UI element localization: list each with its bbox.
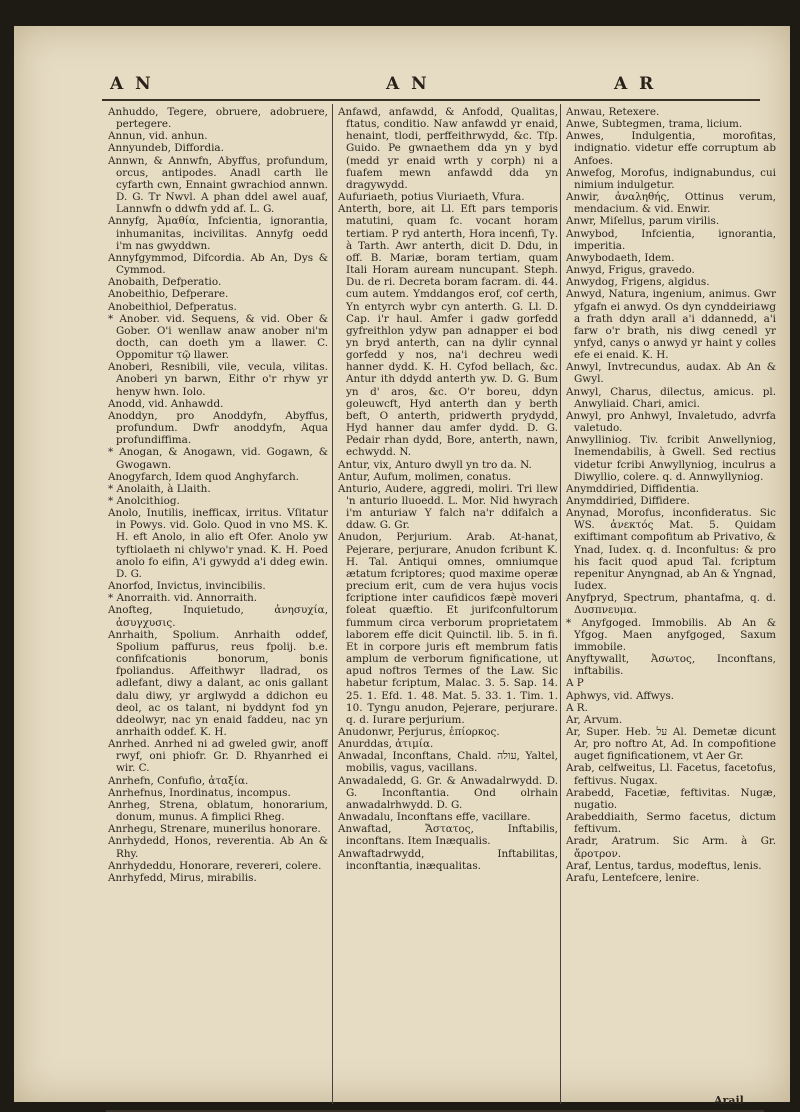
dictionary-entry: A R. [566, 701, 588, 714]
dictionary-entry: * Anogan, & Anogawn, vid. Gogawn, & Gwogawn. [108, 446, 328, 471]
dictionary-entry: * Anyfgoged. Immobilis. Ab An & Yfgog. Maen anyfgoged, Saxum immobile. [566, 616, 776, 653]
dictionary-entry: Anrhed. Anrhed ni ad gweled gwir, anoff rwyf, oni phiofr. Gr. D. Rhyanrhed ei wir. C. [108, 738, 328, 775]
column-divider [560, 104, 561, 1104]
dictionary-entry: Anrhefnus, Inordinatus, incompus. [108, 786, 291, 799]
dictionary-entry: Ar, Super. Heb. על Al. Demetæ dicunt Ar, pro noftro At, Ad. In compofitione auget fignificationem, vt Aer Gr. [566, 725, 776, 763]
dictionary-entry: Anwefog, Morofus, indignabundus, cui nimium indulgetur. [566, 166, 776, 191]
dictionary-entry: Anudon, Perjurium. Arab. At-hanat, Pejerare, perjurare, Anudon fcribunt K. H. Tal. Antiqui omnes, omniumque ætatum fcriptores; quod maxime operæ precium erit, cum de vera hujus vocis fcriptione inter caufidicos fæpè moveri foleat quæftio. Et jurifconfultorum fummum circa verborum proprietatem laborem effe dicit Quinctil. lib. 5. in fi. Et in corpore juris eft membrum fatis amplum de verborum fignificatione, ut apud noftros Termes of the Law. Sic habetur fcriptum, Malac. 3. 5. Sap. 14. 25. 1. Efd. 1. 48. Mat. 5. 33. 1. Tim. 1. 10. Tyngu anudon, Pejerare, perjurare. q. d. Iurare perjurium. [338, 531, 558, 726]
dictionary-entry: Anrhegu, Strenare, munerilus honorare. [108, 823, 321, 836]
dictionary-entry: Anoberi, Resnibili, vile, vecula, vilitas. Anoberi yn barwn, Eithr o'r rhyw yr henyw hwn. Iolo. [108, 361, 328, 398]
dictionary-entry: Anwadalu, Inconftans effe, vacillare. [338, 811, 531, 824]
dictionary-entry: Anwyl, Charus, dilectus, amicus. pl. Anwyliaid. Chari, amici. [566, 385, 776, 410]
dictionary-entry: Anrheg, Strena, oblatum, honorarium, donum, munus. A fimplici Rheg. [108, 798, 328, 824]
dictionary-entry: Anrhaith, Spolium. Anrhaith oddef, Spolium paffurus, reus fpolij. b.e. confifcationis bonorum, bonis fpoliandus. Affeithwyr lladrad, os adlefant, diwy a dalant, ac onis gallant dalu diwy, yr arglwydd a ddichon eu deol, ac os talant, ni byddynt fod yn ddeolwyr, nac yn enaid faddeu, nac yn anrhaith oddef. K. H. [108, 628, 328, 738]
catchword: Arail [714, 1094, 744, 1107]
dictionary-entry: Araf, Lentus, tardus, modeftus, lenis. [566, 859, 762, 872]
dictionary-entry: Anofteg, Inquietudo, ἀνησυχία, ἀσυγχυσις. [108, 604, 328, 629]
dictionary-entry: Annwn, & Annwfn, Abyffus, profundum, orcus, antipodes. Anadl carth lle cyfarth cwn, Ennaint gwrachiod annwn. D. G. Tr Nwvl. A phan ddel awel auaf, Lannwfn o ddwfn ydd af. L. G. [108, 154, 328, 216]
column-left [108, 106, 328, 1090]
dictionary-entry: Anrhydeddu, Honorare, revereri, colere. [108, 859, 322, 872]
dictionary-entry: Anwaftad, Ἄστατος, Inftabilis, inconftans. Item Inæqualis. [338, 823, 558, 848]
dictionary-entry: Arabedd, Facetiæ, feftivitas. Nugæ, nugatio. [566, 786, 776, 811]
dictionary-entry: Anturio, Audere, aggredi, moliri. Tri llew 'n anturio lluoedd. L. Mor. Nid hwyrach i'm anturiaw Y falch na'r ddifalch a ddaw. G. Gr. [338, 482, 558, 532]
column-center [338, 106, 558, 1090]
dictionary-entry: Anorfod, Invictus, invincibilis. [108, 580, 266, 593]
header-rule [102, 99, 760, 101]
dictionary-entry: Anwau, Retexere. [566, 106, 660, 118]
dictionary-entry: Anobeithiol, Defperatus. [108, 300, 237, 313]
dictionary-entry: Annun, vid. anhun. [108, 130, 208, 143]
dictionary-entry: Anurddas, ἀτιμία. [338, 738, 434, 751]
column-right [566, 106, 776, 1078]
dictionary-entry: Anyfpryd, Spectrum, phantafma, q. d. Δυσπνευμα. [566, 592, 776, 617]
dictionary-entry: Aphwys, vid. Affwys. [566, 689, 675, 702]
dictionary-entry: Anwydog, Frigens, algidus. [566, 276, 710, 289]
dictionary-entry: Anwybod, Infcientia, ignorantia, imperitia. [566, 227, 776, 252]
dictionary-entry: Ar, Arvum. [566, 713, 623, 726]
dictionary-entry: Anwir, ἀναληθής, Ottinus verum, mendacium. & vid. Enwir. [566, 191, 776, 216]
dictionary-entry: Arab, celfweitus, Ll. Facetus, facetofus, feftivus. Nugax. [566, 762, 776, 787]
dictionary-entry: Anudonwr, Perjurus, ἐπίορκος. [338, 725, 500, 738]
dictionary-entry: Anymddiried, Diffidere. [566, 495, 690, 507]
dictionary-entry: Anrhyfedd, Mirus, mirabilis. [108, 871, 257, 884]
dictionary-entry: Anwe, Subtegmen, trama, licium. [566, 118, 743, 131]
dictionary-entry: * Anolcithiog. [108, 495, 180, 507]
dictionary-entry: Anrhefn, Confufio, ἀταξία. [108, 774, 249, 787]
dictionary-entry: Anolo, Inutilis, inefficax, irritus. Vſitatur in Powys. vid. Golo. Quod in vno MS. K. H. eft Anolo, in alio eft Ofer. Anolo yw tyftiolaeth ni chlywo'r ynad. K. H. Poed anolo fo eifin, A'i gywydd a'i ddeg ewin. D. G. [108, 507, 328, 580]
dictionary-entry: Anodd, vid. Anhawdd. [108, 397, 224, 410]
dictionary-entry: Anwyd, Frigus, gravedo. [566, 264, 695, 277]
book-page [14, 26, 790, 1107]
dictionary-entry: Anoddyn, pro Anoddyfn, Abyffus, profundum. Dwfr anoddyfn, Aqua profundiffima. [108, 409, 328, 447]
dictionary-entry: Arafu, Lentefcere, lenire. [566, 871, 700, 884]
dictionary-entry: Anwr, Miſellus, parum virilis. [566, 215, 720, 228]
dictionary-entry: Anwadal, Inconftans, Chald. עולה, Yaltel, mobilis, vagus, vacillans. [338, 750, 558, 775]
dictionary-entry: Annyfg, Ἀμαθία, Infcientia, ignorantia, inhumanitas, incivilitas. Annyfg oedd i'm nas gwyddwn. [108, 215, 328, 252]
dictionary-entry: * Anolaith, à Llaith. [108, 482, 211, 495]
dictionary-entry: Anrhydedd, Honos, reverentia. Ab An & Rhy. [108, 835, 328, 860]
dictionary-entry: A P [566, 677, 584, 690]
dictionary-entry: Anynad, Morofus, inconfideratus. Sic WS. ἀνεκτός Mat. 5. Quidam exiftimant compofitum ab Privativo, & Ynad, Iudex. q. d. Inconfultus: & pro his facit quod apud Tal. fcriptum repenitur Anyngnad, ab An & Yngnad, Iudex. [566, 507, 776, 593]
dictionary-entry: Anwadaledd, G. Gr. & Anwadalrwydd. D. G. Inconftantia. Ond olrhain anwadalrhwydd. D. G. [338, 774, 558, 811]
dictionary-entry: Anwes, Indulgentia, morofitas, indignatio. videtur effe corruptum ab Anfoes. [566, 130, 776, 167]
dictionary-entry: Aufuriaeth, potius Viuriaeth, Vfura. [338, 191, 525, 204]
running-head-left: A N [110, 74, 154, 94]
dictionary-entry: Anymddiried, Diffidentia. [566, 482, 700, 495]
running-head-right: A R [614, 74, 657, 94]
dictionary-entry: Anwyl, Invtrecundus, audax. Ab An & Gwyl. [566, 361, 776, 386]
dictionary-entry: Anwaftadrwydd, Inftabilitas, inconftantia, inæqualitas. [338, 847, 558, 872]
dictionary-entry: Anwybodaeth, Idem. [566, 251, 675, 264]
dictionary-entry: Anterth, bore, ait Ll. Eft pars temporis matutini, quam fc. vocant horam tertiam. P ryd anterth, Hora incenfi, Τγ. à Tarth. Awr anterth, dicit D. Ddu, in off. B. Mariæ, boram tertiam, quam Itali Horam auream nuncupant. Steph. Du. de ri. Decreta boram facram. di. 44. cum autem. Ymddangos erof, cof certh, Yn entyrch wybr cyn anterth. G. Ll. D. Cap. i'r haul. Amfer i gadw gorfedd gyfreithlon ydyw pan adnapper ei bod yn bryd anterth, can na dylir cynnal gorfedd y nos, na'i dechreu wedi hanner dydd. K. H. Cyfod bellach, &c. Antur ith ddydd anterth yw. D. G. Bum yn d' aros, &c. O'r boreu, ddyn goleuwcft, Hyd anterth dan y berth beft, O anterth, pridwerth prydydd, Hyd hanner dau amfer dydd. D. G. Pedair rhan dydd, Bore, anterth, nawn, echwydd. N. [338, 203, 558, 459]
dictionary-entry: Anyftywallt, Ἀσωτος, Inconftans, inftabilis. [566, 653, 776, 678]
dictionary-entry: Anwyd, Natura, ingenium, animus. Gwr yfgafn ei anwyd. Os dyn cynddeiriawg a frath ddyn arall a'i ddannedd, a'i farw o'r brath, nis diwg cenedl yr ynfyd, canys o anwyd yr haint y colles efe ei enaid. K. H. [566, 288, 776, 362]
column-divider [332, 104, 333, 1104]
dictionary-entry: Arabeddiaith, Sermo facetus, dictum feftivum. [566, 811, 776, 836]
dictionary-entry: Anogyfarch, Idem quod Anghyfarch. [108, 470, 299, 483]
dictionary-entry: Aradr, Aratrum. Sic Arm. à Gr. ἄροτρον. [566, 835, 776, 860]
dictionary-entry: Anhuddo, Tegere, obruere, adobruere, pertegere. [108, 106, 328, 131]
dictionary-entry: Antur, Aufum, molimen, conatus. [338, 470, 512, 483]
dictionary-entry: * Anober. vid. Sequens, & vid. Ober & Gober. O'i wenllaw anaw anober ni'm docth, can doeth ym a llawer. C. Oppomitur τῷ llawer. [108, 312, 328, 362]
dictionary-entry: Antur, vix, Anturo dwyll yn tro da. N. [338, 458, 532, 471]
dictionary-entry: Anwyl, pro Anhwyl, Invaletudo, advrfa valetudo. [566, 409, 776, 435]
dictionary-entry: Annyundeb, Diffordia. [108, 142, 224, 155]
dictionary-entry: Annyfgymmod, Difcordia. Ab An, Dys & Cymmod. [108, 251, 328, 277]
dictionary-entry: Anobaith, Defperatio. [108, 276, 222, 289]
dictionary-entry: Anfawd, anfawdd, & Anfodd, Qualitas, ftatus, conditio. Naw anfawdd yr enaid, henaint, tlodi, perffeithrwydd, &c. Tſp. Guido. Pe gwnaethem dda yn y byd (medd yr enaid wrth y corph) ni a fuafem mewn anfawdd dda yn dragywydd. [338, 106, 558, 191]
dictionary-entry: * Anorraith. vid. Annorraith. [108, 592, 258, 605]
dictionary-entry: Anobeithio, Defperare. [108, 288, 229, 301]
running-head-center: A N [386, 74, 430, 94]
dictionary-entry: Anwylliniog. Tiv. fcribit Anwellyniog, Inemendabilis, à Gwell. Sed rectius videtur fcribi Anwyllyniog, inculrus a Diwyllio, colere. q. d. Annwyllyniog. [566, 434, 776, 483]
